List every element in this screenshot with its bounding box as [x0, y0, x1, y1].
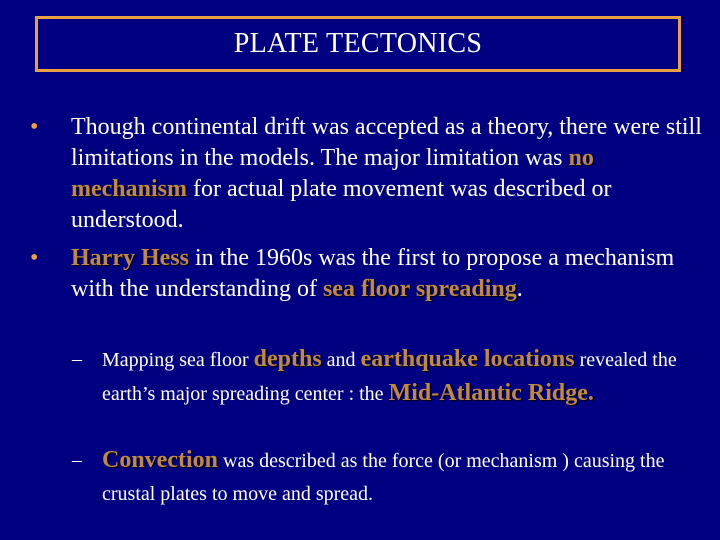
subbullet-text	[102, 444, 712, 511]
bullet-item-1	[30, 112, 710, 236]
keyword-convection: Convection	[102, 447, 218, 473]
bullet-text-part: for actual plate movement was described or understood.	[71, 176, 612, 233]
keyword-harry-hess: Harry Hess	[71, 245, 189, 271]
bullet-marker: •	[30, 114, 39, 140]
slide-title: PLATE TECTONICS	[233, 28, 483, 59]
bullet-item-2	[30, 243, 710, 305]
subbullet-text-part: revealed the earth’s major spreading center : the	[102, 349, 677, 405]
subbullet-text	[102, 343, 712, 411]
subbullet-item-2	[72, 444, 712, 511]
bullet-text-part: .	[516, 276, 523, 302]
subbullet-text-part: Mapping sea floor	[102, 349, 254, 371]
keyword-depths: depths	[253, 346, 322, 372]
subbullet-text-part: and	[321, 349, 361, 371]
keyword-no-mechanism: no mechanism	[71, 145, 594, 202]
bullet-marker: •	[30, 245, 39, 271]
keyword-earthquake-locations: earthquake locations	[360, 346, 575, 372]
subbullet-marker: –	[72, 449, 82, 471]
keyword-sea-floor-spreading: sea floor spreading	[322, 276, 517, 302]
subbullet-item-1	[72, 343, 712, 411]
bullet-text	[71, 112, 710, 236]
keyword-mid-atlantic-ridge: Mid-Atlantic Ridge.	[388, 380, 594, 406]
bullet-text-part: Though continental drift was accepted as a theory, there were still limitations in the models. The major limitation was	[71, 114, 702, 171]
subbullet-text-part: was described as the force (or mechanism ) causing the crustal plates to move and spread.	[102, 450, 665, 505]
bullet-text-part: in the 1960s was the first to propose a mechanism with the understanding of	[71, 245, 675, 302]
subbullet-marker: –	[72, 348, 82, 370]
bullet-text	[71, 243, 710, 305]
title-box	[35, 16, 681, 72]
